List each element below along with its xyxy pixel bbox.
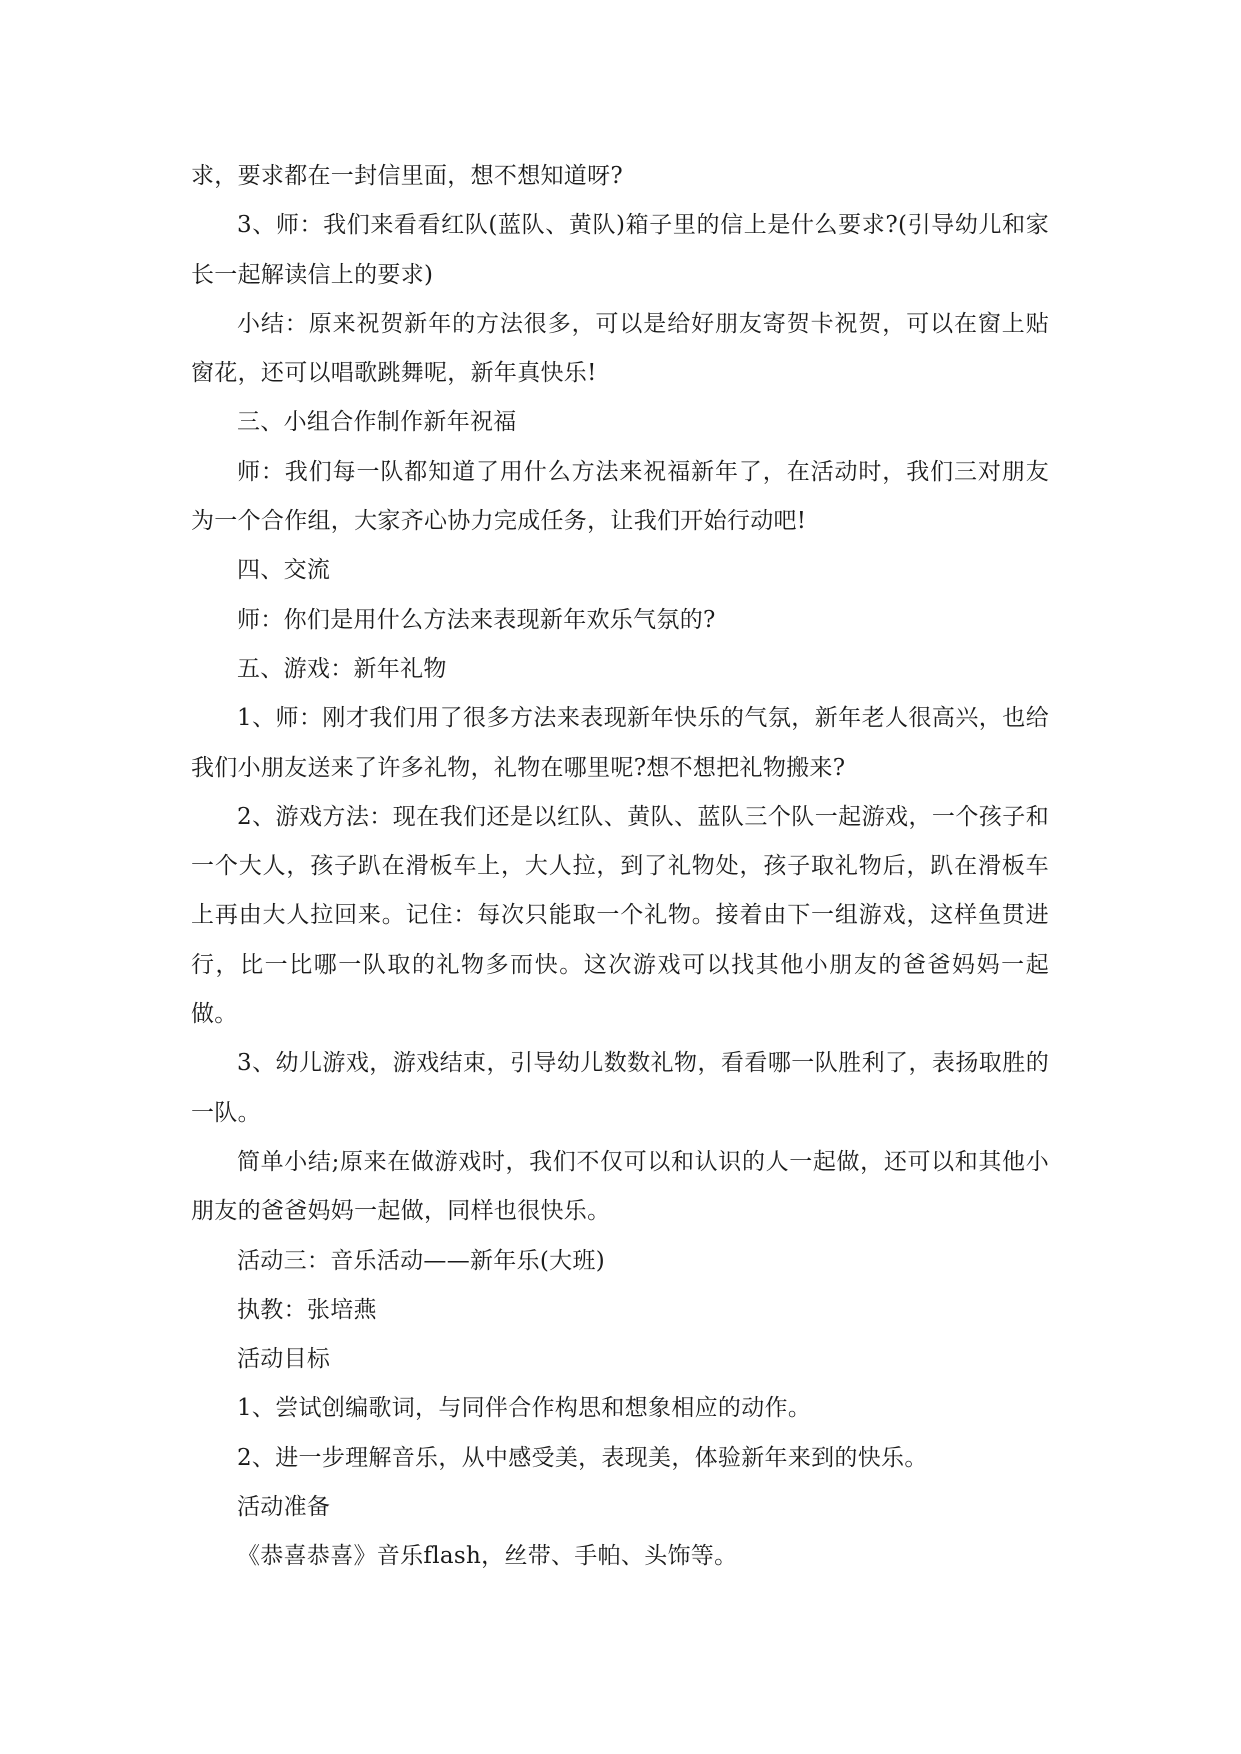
activity-title: 活动三：音乐活动——新年乐(大班)	[237, 1247, 606, 1274]
paragraph-summary: 小结：原来祝贺新年的方法很多，可以是给好朋友寄贺卡祝贺，可以在窗上贴窗花，还可以唱歌跳舞呢，新年真快乐!	[191, 310, 1049, 387]
paragraph-teacher-group: 师：我们每一队都知道了用什么方法来祝福新年了，在活动时，我们三对朋友为一个合作组，大家齐心协力完成任务，让我们开始行动吧!	[191, 458, 1049, 535]
section-heading-5: 五、游戏：新年礼物	[237, 655, 447, 682]
preparation-heading: 活动准备	[237, 1494, 331, 1521]
objective-1: 1、尝试创编歌词，与同伴合作构思和想象相应的动作。	[237, 1395, 812, 1422]
paragraph-step-3-letter: 3、师：我们来看看红队(蓝队、黄队)箱子里的信上是什么要求?(引导幼儿和家长一起解读信上的要求)	[191, 212, 1049, 288]
paragraph-simple-summary: 简单小结;原来在做游戏时，我们不仅可以和认识的人一起做，还可以和其他小朋友的爸爸妈妈一起做，同样也很快乐。	[191, 1148, 1049, 1225]
section-heading-3: 三、小组合作制作新年祝福	[237, 409, 517, 436]
document-body	[191, 152, 1049, 1582]
paragraph-game-step-1: 1、师：刚才我们用了很多方法来表现新年快乐的气氛，新年老人很高兴，也给我们小朋友送来了许多礼物，礼物在哪里呢?想不想把礼物搬来?	[191, 705, 1049, 781]
objectives-heading: 活动目标	[237, 1346, 331, 1373]
paragraph-game-step-2: 2、游戏方法：现在我们还是以红队、黄队、蓝队三个队一起游戏，一个孩子和一个大人，孩子趴在滑板车上，大人拉，到了礼物处，孩子取礼物后，趴在滑板车上再由大人拉回来。记住：每次只能取一个礼物。接着由下一组游戏，这样鱼贯进行，比一比哪一队取的礼物多而快。这次游戏可以找其他小朋友的爸爸妈妈一起做。	[191, 803, 1049, 1028]
section-heading-4: 四、交流	[237, 557, 331, 584]
activity-teacher: 执教：张培燕	[237, 1296, 377, 1323]
preparation-items: 《恭喜恭喜》音乐flash，丝带、手帕、头饰等。	[237, 1543, 738, 1570]
objective-2: 2、进一步理解音乐，从中感受美，表现美，体验新年来到的快乐。	[237, 1444, 928, 1471]
paragraph-teacher-question: 师：你们是用什么方法来表现新年欢乐气氛的?	[237, 606, 716, 633]
paragraph-continuation: 求，要求都在一封信里面，想不想知道呀?	[191, 163, 624, 189]
paragraph-game-step-3: 3、幼儿游戏，游戏结束，引导幼儿数数礼物，看看哪一队胜利了，表扬取胜的一队。	[191, 1050, 1049, 1126]
